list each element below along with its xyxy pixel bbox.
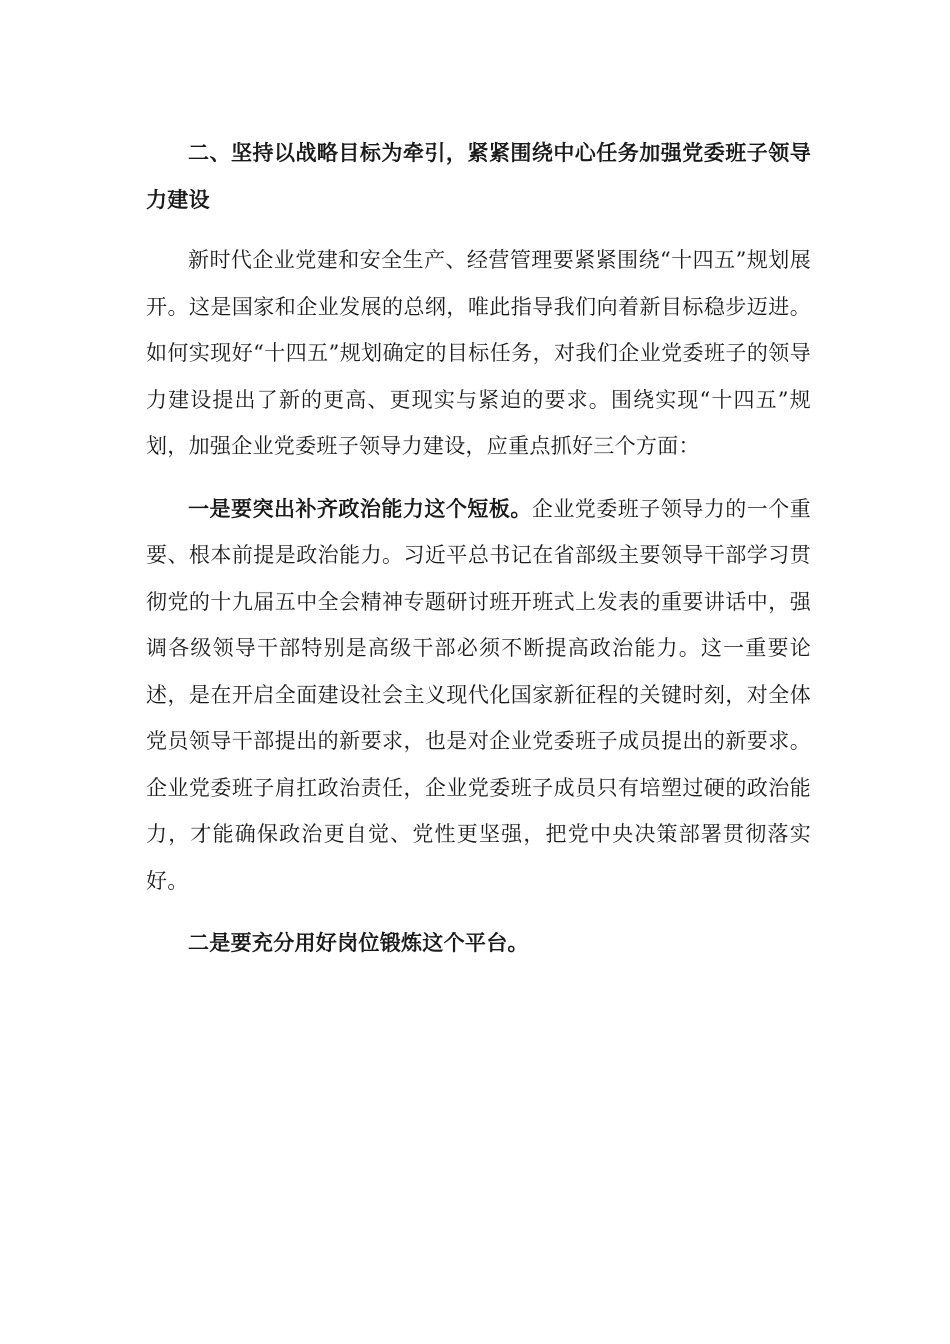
point-one-paragraph (146, 486, 811, 905)
document-body (146, 130, 811, 967)
point-two-paragraph (146, 920, 811, 967)
point-one-lead: 一是要突出补齐政治能力这个短板。 (188, 495, 532, 521)
section-heading: 二、坚持以战略目标为牵引，紧紧围绕中心任务加强党委班子领导力建设 (146, 140, 811, 212)
point-two-lead: 二是要充分用好岗位锻炼这个平台。 (188, 930, 529, 955)
intro-paragraph: 新时代企业党建和安全生产、经营管理要紧紧围绕“十四五”规划展开。这是国家和企业发展的总纲，唯此指导我们向着新目标稳步迈进。如何实现好“十四五”规划确定的目标任务，对我们企业党委班子的领导力建设提出了新的更高、更现实与紧迫的要求。围绕实现“十四五”规划，加强企业党委班子领导力建设，应重点抓好三个方面： (146, 248, 811, 458)
point-one-text: 企业党委班子领导力的一个重要、根本前提是政治能力。习近平总书记在省部级主要领导干部学习贯彻党的十九届五中全会精神专题研讨班开班式上发表的重要讲话中，强调各级领导干部特别是高级干部必须不断提高政治能力。这一重要论述，是在开启全面建设社会主义现代化国家新征程的关键时刻，对全体党员领导干部提出的新要求，也是对企业党委班子成员提出的新要求。企业党委班子肩扛政治责任，企业党委班子成员只有培塑过硬的政治能力，才能确保政治更自觉、党性更坚强，把党中央决策部署贯彻落实好。 (146, 496, 811, 893)
